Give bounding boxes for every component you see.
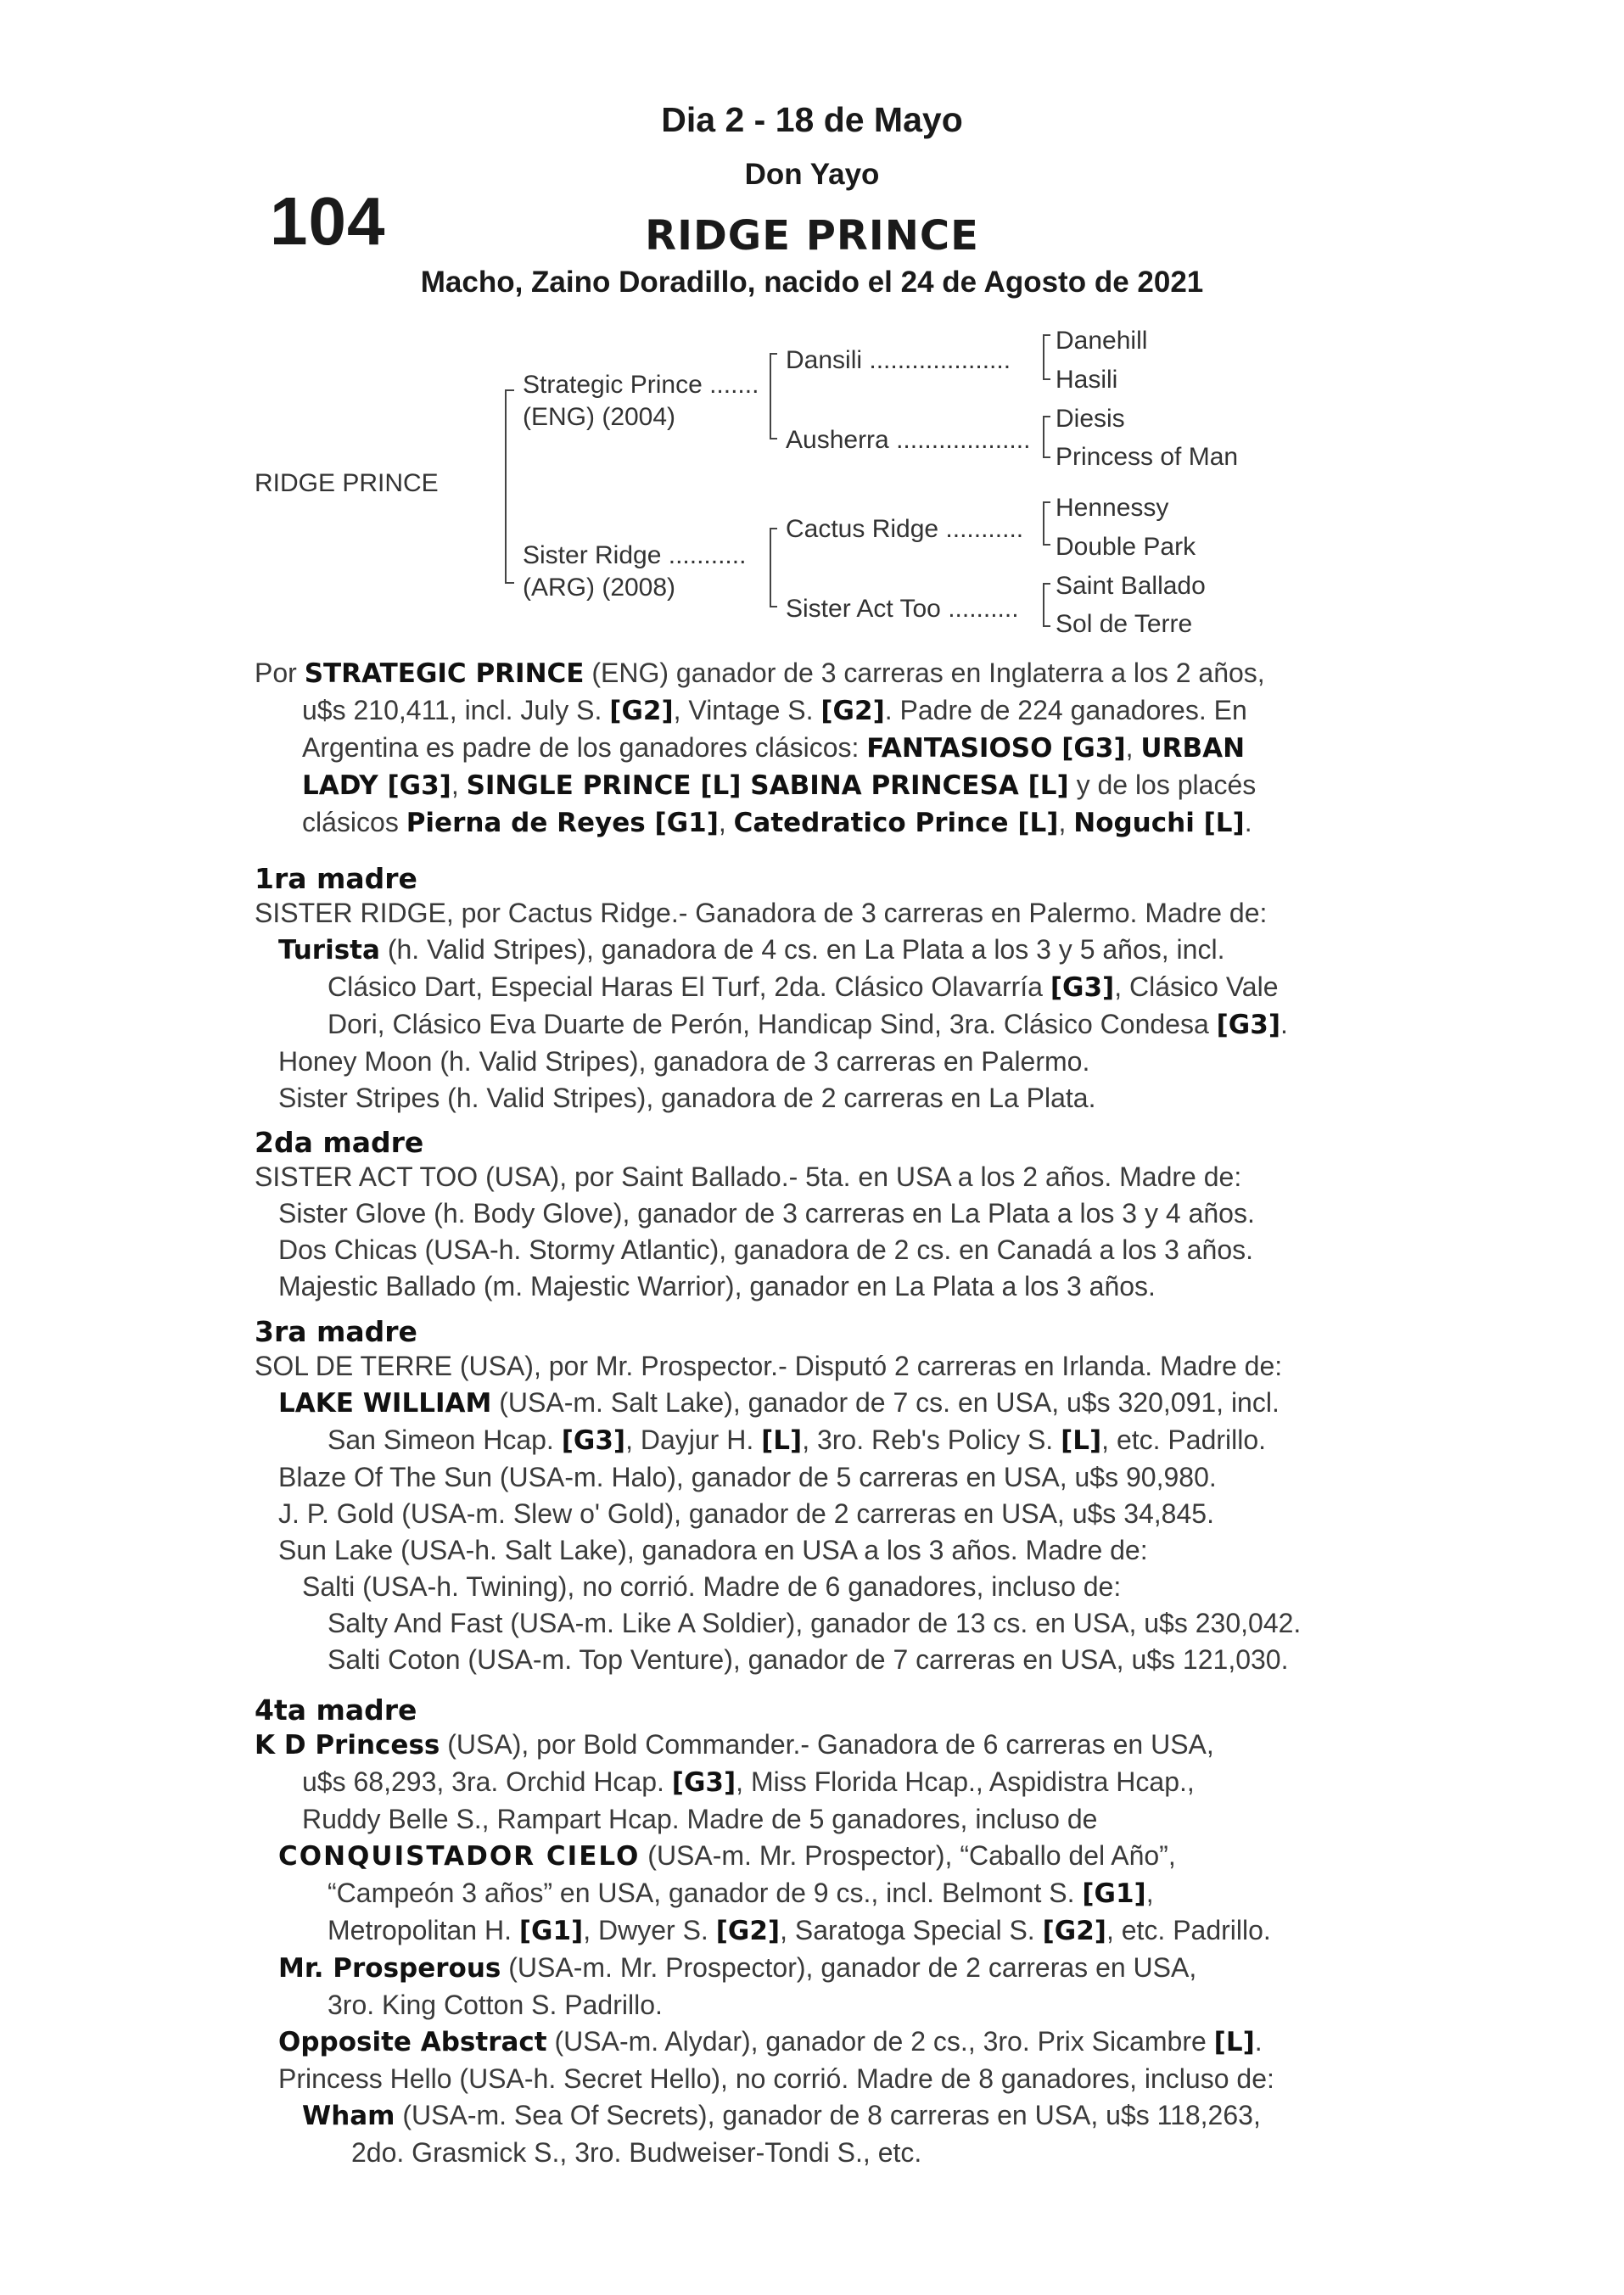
pedigree-subject: RIDGE PRINCE [255,469,439,497]
bracket-parents [506,390,514,583]
pedigree-g3: Hennessy [1056,494,1169,522]
fourth-dam-title: 4ta madre [255,1693,417,1727]
sire-paragraph: Por STRATEGIC PRINCE (ENG) ganador de 3 carreras en Inglaterra a los 2 años, u$s 210,411, incl. July S. [G2], Vintage S. [G2]. Padre de 224 ganadores. En Argentina es padre de los ganadores clásicos: FANTASIOSO [G3], URBAN LADY [G3], SINGLE PRINCE [L] SABINA PRINCESA [L] y de los placés clásicos Pierna de Reyes [G1], Catedratico Prince [L], Noguchi [L]. [255,658,1265,838]
horse-description: Macho, Zaino Doradillo, nacido el 24 de Agosto de 2021 [420,266,1204,299]
pedigree-g3: Double Park [1056,533,1196,561]
pedigree-brackets [0,0,1624,662]
bracket-dam [770,529,777,607]
horse-name: RIDGE PRINCE [645,212,979,260]
pedigree-g3: Danehill [1056,327,1148,355]
pedigree-g3: Saint Ballado [1056,572,1206,600]
pedigree-sire-origin: (ENG) (2004) [523,403,676,431]
bracket-sire [770,354,777,439]
bracket-g3-4 [1044,584,1050,626]
second-dam-body: SISTER ACT TOO (USA), por Saint Ballado.- 5ta. en USA a los 2 años. Madre de: Sister Glove (h. Body Glove), ganador de 3 carreras en La Plata a los 3 y 4 años. Dos Chicas (USA-h. Stormy Atlantic), ganadora de 2 cs. en Canadá a los 3 años. Majestic Ballado (m. Majestic Warrior), ganador en La Plata a los 3 años. [255,1161,1255,1301]
third-dam-title: 3ra madre [255,1315,417,1348]
pedigree-g3: Hasili [1056,366,1118,394]
consignor: Don Yayo [744,158,880,191]
fourth-dam-body: K D Princess (USA), por Bold Commander.- Ganadora de 6 carreras en USA, u$s 68,293, 3ra. Orchid Hcap. [G3], Miss Florida Hcap., Aspidistra Hcap., Ruddy Belle S., Rampart Hcap. Madre de 5 ganadores, incluso de CONQUISTADOR CIELO (USA-m. Mr. Prospector), “Caballo del Año”, “Campeón 3 años” en USA, ganador de 9 cs., incl. Belmont S. [G1], Metropolitan H. [G1], Dwyer S. [G2], Saratoga Special S. [G2], etc. Padrillo. Mr. Prosperous (USA-m. Mr. Prospector), ganador de 2 carreras en USA, 3ro. King Cotton S. Padrillo. Opposite Abstract (USA-m. Alydar), ganador de 2 cs., 3ro. Prix Sicambre [L]. Princess Hello (USA-h. Secret Hello), no corrió. Madre de 8 ganadores, incluso de: Wham (USA-m. Sea Of Secrets), ganador de 8 carreras en USA, u$s 118,263, 2do. Grasmick S., 3ro. Budweiser-Tondi S., etc. [255,1729,1274,2168]
pedigree-sire-sire: Dansili .................... [786,346,1011,374]
second-dam-title: 2da madre [255,1126,424,1159]
pedigree-dam: Sister Ridge ........... [523,541,747,569]
third-dam-body: SOL DE TERRE (USA), por Mr. Prospector.- Disputó 2 carreras en Irlanda. Madre de: LAKE WILLIAM (USA-m. Salt Lake), ganador de 7 cs. en USA, u$s 320,091, incl. San Simeon Hcap. [G3], Dayjur H. [L], 3ro. Reb's Policy S. [L], etc. Padrillo. Blaze Of The Sun (USA-m. Halo), ganador de 5 carreras en USA, u$s 90,980. J. P. Gold (USA-m. Slew o' Gold), ganador de 2 carreras en USA, u$s 34,845. Sun Lake (USA-h. Salt Lake), ganadora en USA a los 3 años. Madre de: Salti (USA-h. Twining), no corrió. Madre de 6 ganadores, incluso de: Salty And Fast (USA-m. Like A Soldier), ganador de 13 cs. en USA, u$s 230,042. Salti Coton (USA-m. Top Venture), ganador de 7 carreras en USA, u$s 121,030. [255,1351,1302,1675]
pedigree-dam-origin: (ARG) (2008) [523,574,676,602]
pedigree-g3: Diesis [1056,405,1125,433]
pedigree-sire: Strategic Prince ....... [523,371,759,399]
pedigree-dam-dam: Sister Act Too .......... [786,595,1019,623]
pedigree-dam-sire: Cactus Ridge ........... [786,515,1024,543]
sale-day: Dia 2 - 18 de Mayo [661,100,963,139]
bracket-g3-1 [1044,335,1050,379]
pedigree-g3: Sol de Terre [1056,610,1193,638]
pedigree-sire-dam: Ausherra ................... [786,426,1031,454]
bracket-g3-2 [1044,417,1050,457]
bracket-g3-3 [1044,502,1050,545]
first-dam-title: 1ra madre [255,862,417,895]
lot-number: 104 [270,183,386,259]
pedigree-g3: Princess of Man [1056,443,1239,471]
first-dam-body: SISTER RIDGE, por Cactus Ridge.- Ganadora de 3 carreras en Palermo. Madre de: Turista (h. Valid Stripes), ganadora de 4 cs. en La Plata a los 3 y 5 años, incl. Clásico Dart, Especial Haras El Turf, 2da. Clásico Olavarría [G3], Clásico Vale Dori, Clásico Eva Duarte de Perón, Handicap Sind, 3ra. Clásico Condesa [G3]. Honey Moon (h. Valid Stripes), ganadora de 3 carreras en Palermo. Sister Stripes (h. Valid Stripes), ganadora de 2 carreras en La Plata. [255,898,1288,1113]
